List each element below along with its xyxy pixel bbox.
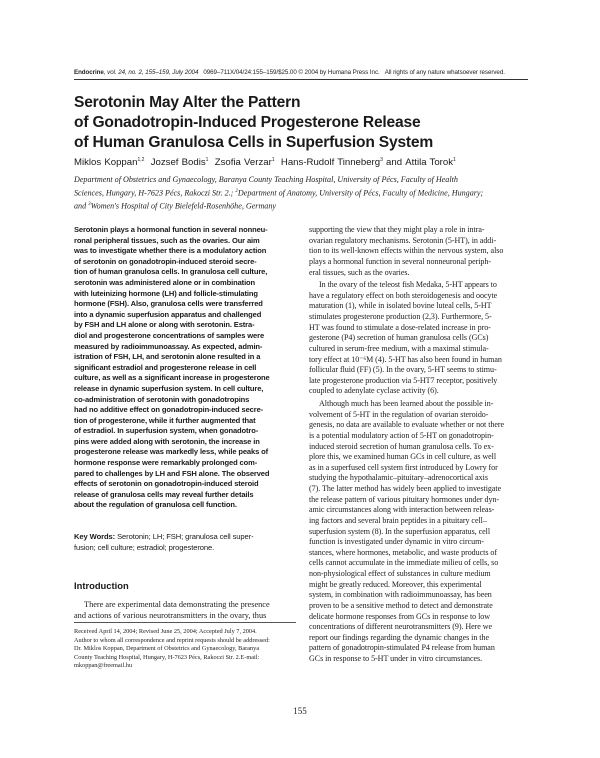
author-name: Attila Torok bbox=[405, 157, 453, 169]
author-affil-sup: 1 bbox=[453, 157, 456, 163]
affiliation-text: Sciences, Hungary, H-7623 Pécs, Rakoczi Str. 2.; bbox=[74, 188, 234, 198]
body-line: stances, where hormones, metabolic, and waste products of bbox=[309, 547, 497, 557]
affiliation-text: Department of Anatomy, University of Pécs, Faculty of Medicine, Hungary; bbox=[237, 188, 484, 198]
correspondence-email: mkoppan@freemail.hu bbox=[74, 662, 133, 670]
body-line: cells cannot accumulate in the immediate milieu of cells, so bbox=[309, 558, 499, 568]
body-line: amic circumstances along with interaction between releas- bbox=[309, 505, 495, 515]
intro-line: and actions of various neurotransmitters in the ovary, thus bbox=[74, 611, 267, 620]
introduction-body bbox=[74, 599, 296, 621]
abstract-line: of estradiol. In superfusion system, when gonadotro- bbox=[74, 426, 259, 436]
abstract-line: of serotonin on gonadotropin-induced steroid secre- bbox=[74, 256, 257, 266]
title-line: Serotonin May Alter the Pattern bbox=[74, 94, 301, 111]
body-line: ovarian regulatory mechanisms. Serotonin (5-HT), in addi- bbox=[309, 235, 497, 245]
body-line: report our findings regarding the dynamic changes in the bbox=[309, 632, 489, 642]
affiliation-line bbox=[74, 199, 534, 212]
body-line: genesis, no data are available to evaluate whether or not there bbox=[309, 420, 505, 430]
right-column-body bbox=[309, 225, 531, 665]
body-line: plore this, we examined human GCs in cell culture, as well bbox=[309, 452, 497, 462]
body-line: tory effect at 10⁻⁶M (4). 5-HT has also been found in human bbox=[309, 354, 502, 364]
header-rule bbox=[74, 79, 528, 80]
page-number: 155 bbox=[293, 706, 307, 716]
paragraph-2 bbox=[309, 280, 531, 397]
body-line: as in a superfused cell system first introduced by Lowry for bbox=[309, 462, 498, 472]
author-name: Hans-Rudolf Tinneberg bbox=[280, 157, 381, 169]
title-line: of Human Granulosa Cells in Superfusion System bbox=[74, 134, 434, 151]
article-title bbox=[74, 93, 514, 153]
body-line: supporting the view that they might play a role in intra- bbox=[309, 225, 485, 234]
author-name: Zsofia Verzar bbox=[214, 157, 272, 169]
body-line: the release pattern of various pituitary hormones under dyn- bbox=[309, 494, 500, 504]
keywords-line: fusion; cell culture; estradiol; progesterone. bbox=[74, 542, 215, 552]
affiliation-text: Women's Hospital of City Bielefeld-Rosenhöhe, Germany bbox=[90, 201, 276, 211]
footnote bbox=[74, 628, 296, 671]
abstract-line: culture, as well as a significant increase in progesterone bbox=[74, 373, 270, 383]
body-line: delicate hormone responses from GCs in response to low bbox=[309, 611, 490, 621]
journal-volume: , vol. 24, no. 2, 155–159, July 2004 bbox=[103, 69, 199, 76]
author-affil-sup: 1 bbox=[271, 157, 275, 163]
journal-name: Endocrine bbox=[74, 69, 104, 76]
body-line: pattern of gonadotropin-stimulated P4 release from human bbox=[309, 643, 495, 653]
abstract-line: had no additive effect on gonadotropin-induced secre- bbox=[74, 405, 264, 415]
abstract-line: significant estradiol and progesterone release in cell bbox=[74, 362, 257, 372]
intro-line: There are experimental data demonstrating the presence bbox=[84, 600, 270, 609]
body-line: HT was found to stimulate a dose-related increase in pro- bbox=[309, 322, 491, 332]
affiliation-sup: 3 bbox=[88, 201, 91, 207]
author-name: Miklos Koppan bbox=[74, 157, 138, 169]
body-line: gesterone (P4) secretion of human granulosa cells (GCs) bbox=[309, 333, 489, 343]
section-heading-introduction: Introduction bbox=[74, 580, 129, 591]
abstract-line: effects of serotonin on gonadotropin-induced steroid bbox=[74, 479, 259, 489]
footnote-rule bbox=[74, 622, 296, 623]
title-line: of Gonadotropin-Induced Progesterone Release bbox=[74, 114, 421, 131]
abstract-line: measured by radioimmunoassay. As expected, admin- bbox=[74, 341, 263, 351]
body-line: superfusion system (8). In the superfusion apparatus, cell bbox=[309, 526, 491, 536]
abstract-line: by FSH and LH alone or along with serotonin. Estra- bbox=[74, 320, 255, 330]
abstract-line: release in dynamic superfusion system. In cell culture, bbox=[74, 383, 264, 393]
author-affil-sup: 1,2 bbox=[137, 157, 145, 163]
author-name: Jozsef Bodis bbox=[150, 157, 206, 169]
abstract-line: hormone (FSH). Also, granulosa cells were transferred bbox=[74, 299, 263, 309]
abstract-line: with luteinizing hormone (LH) and follicle-stimulating bbox=[74, 288, 258, 298]
body-line: late progesterone production via 5-HT7 receptor, positively bbox=[309, 375, 498, 385]
body-line: GCs in response to 5-HT under in vitro circumstances. bbox=[309, 654, 483, 663]
author-list: Miklos Koppan$^{1,2}$ Jozsef Bodis$^1$ Zsofia Verzar$^1$ Hans-Rudolf Tinneberg$^3$ and Attila Torok$^1$ bbox=[74, 157, 456, 169]
body-line: coupled to adenylate cyclase activity (6). bbox=[309, 386, 439, 396]
body-line: maturation (1), while in isolated bovine luteal cells, 5-HT bbox=[309, 301, 492, 311]
received-dates: Received April 14, 2004; Revised June 25, 2004; Accepted July 7, 2004. bbox=[74, 628, 257, 635]
keywords-text: Serotonin; LH; FSH; granulosa cell super- bbox=[117, 532, 254, 541]
body-line: have a regulatory effect on both steroidogenesis and oocyte bbox=[309, 290, 498, 300]
journal-rights: All rights of any nature whatsoever reserved. bbox=[384, 69, 505, 76]
abstract-line: into a dynamic superfusion apparatus and challenged bbox=[74, 309, 262, 319]
affiliation-sup: 2 bbox=[235, 188, 238, 194]
author-affil-sup: 3 bbox=[380, 157, 383, 163]
body-line: In the ovary of the teleost fish Medaka, 5-HT appears to bbox=[319, 280, 497, 290]
abstract-line: tion of progesterone, while it further augmented that bbox=[74, 415, 256, 425]
abstract bbox=[74, 225, 296, 511]
keywords-label: Key Words: bbox=[74, 532, 116, 541]
body-line: non-physiological effect of substances in culture medium bbox=[309, 569, 491, 578]
correspondence-line: County Teaching Hospital, Hungary, H-7623 Pécs, Rakoczi Str. 2.E-mail: bbox=[74, 653, 260, 661]
abstract-line: istration of FSH, LH, and serotonin alone resulted in a bbox=[74, 352, 261, 362]
body-line: eral tissues, such as the ovaries. bbox=[309, 267, 410, 277]
abstract-line: tion of human granulosa cells. In granulosa cell culture, bbox=[74, 267, 268, 277]
body-line: tion to its well-known effects within the nervous system, also bbox=[309, 246, 504, 256]
body-line: Although much has been learned about the possible in- bbox=[319, 399, 494, 408]
abstract-line: was to investigate whether there is a modulatory action bbox=[74, 246, 267, 256]
affiliation-line bbox=[74, 186, 534, 199]
correspondence-line: Author to whom all correspondence and reprint requests should be addressed: bbox=[74, 636, 270, 644]
keywords bbox=[74, 532, 296, 553]
body-line: cultured in serum-free medium, with a maximal stimula- bbox=[309, 343, 489, 353]
author-affil-sup: 1 bbox=[205, 157, 209, 163]
abstract-line: release of granulosa cells may reveal further details bbox=[74, 489, 254, 499]
body-line: ing factors and several brain peptides in a pituitary cell– bbox=[309, 515, 487, 525]
journal-ids: 0969–711X/04/24:155–159/$25.00 © 2004 by Humana Press Inc. bbox=[203, 69, 380, 76]
body-line: stimulates progesterone production (2,3). Furthermore, 5- bbox=[309, 312, 492, 321]
body-line: function is investigated under dynamic in vitro circum- bbox=[309, 537, 484, 547]
abstract-line: pins were added along with serotonin, the increase in bbox=[74, 436, 260, 446]
abstract-line: serotonin was administered alone or in combination bbox=[74, 277, 256, 287]
abstract-line: diol and progesterone concentrations of samples were bbox=[74, 330, 265, 340]
body-line: system, in combination with radioimmunoassay, has been bbox=[309, 590, 492, 600]
paragraph-1 bbox=[309, 225, 531, 278]
affiliations bbox=[74, 174, 534, 212]
body-line: (7). The latter method has widely been applied to investigate bbox=[309, 484, 502, 493]
body-line: volvement of 5-HT in the regulation of ovarian steroido- bbox=[309, 409, 489, 419]
abstract-line: progesterone release was markedly less, while peaks of bbox=[74, 447, 269, 457]
body-line: concentrations of different neurotransmitters (9). Here we bbox=[309, 622, 493, 632]
journal-header bbox=[74, 69, 534, 76]
affiliation-line: Department of Obstetrics and Gynaecology, Baranya County Teaching Hospital, University of Pécs, Faculty of Health bbox=[74, 175, 458, 184]
abstract-line: hormone response were remarkably prolonged com- bbox=[74, 458, 258, 468]
abstract-line: Serotonin plays a hormonal function in several nonneu- bbox=[74, 225, 268, 234]
paragraph-3 bbox=[309, 399, 531, 665]
body-line: induced steroid secretion of human granulosa cells. To ex- bbox=[309, 441, 494, 451]
keywords-line bbox=[74, 532, 296, 543]
body-line: studying the hypothalamic–pituitary–adrenocortical axis bbox=[309, 473, 488, 483]
body-line: is a potential modulatory action of 5-HT on gonadotropin- bbox=[309, 430, 494, 440]
abstract-line: pared to challenges by LH and FSH alone. The observed bbox=[74, 468, 270, 478]
correspondence-line: Dr. Miklos Koppan, Department of Obstetrics and Gynaecology, Baranya bbox=[74, 645, 260, 653]
abstract-line: about the regulation of granulosa cell function. bbox=[74, 500, 237, 510]
body-line: proven to be a sensitive method to detect and demonstrate bbox=[309, 600, 493, 610]
abstract-line: ronal peripheral tissues, such as the ovaries. Our aim bbox=[74, 235, 260, 245]
affiliation-text: and bbox=[74, 201, 87, 211]
abstract-line: co-administration of serotonin with gonadotropins bbox=[74, 394, 250, 404]
body-line: might be greatly reduced. Moreover, this experimental bbox=[309, 579, 482, 589]
body-line: follicular fluid (FF) (5). In the ovary, 5-HT seems to stimu- bbox=[309, 365, 497, 375]
body-line: plays a hormonal function in several nonneuronal periph- bbox=[309, 256, 491, 266]
